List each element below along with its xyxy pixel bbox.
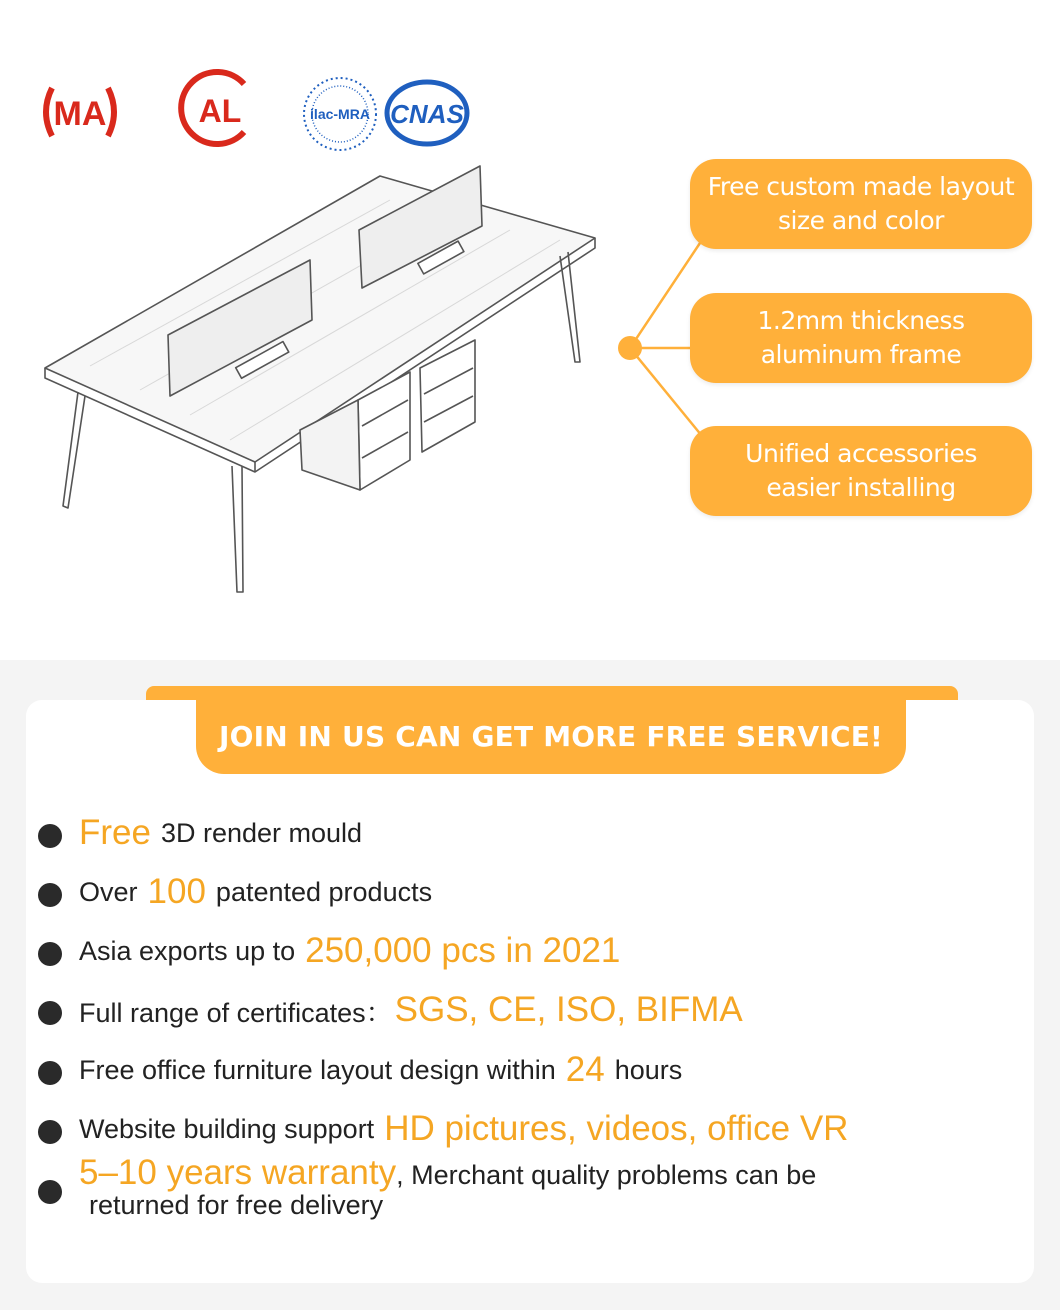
- list-item-highlight: 100: [147, 872, 206, 911]
- feature-badge-aluminum-frame: [690, 293, 1032, 383]
- list-item-highlight: HD pictures, videos, office VR: [384, 1109, 849, 1148]
- list-item: [38, 867, 1028, 917]
- list-item-highlight: SGS, CE, ISO, BIFMA: [394, 990, 743, 1029]
- list-item-highlight: 250,000 pcs in 2021: [305, 931, 621, 970]
- bullet-icon: [38, 824, 62, 848]
- list-item-text: returned for free delivery: [89, 1190, 384, 1220]
- connector-node-icon: [618, 336, 642, 360]
- bullet-icon: [38, 1001, 62, 1025]
- cal-logo-text: AL: [198, 93, 242, 129]
- feature-badge-line: Free custom made layout: [707, 172, 1015, 201]
- bullet-icon: [38, 883, 62, 907]
- certification-logos: [36, 68, 486, 158]
- office-desk-illustration: [30, 160, 620, 610]
- bullet-icon: [38, 1180, 62, 1204]
- feature-badge-line: size and color: [778, 206, 944, 235]
- cma-logo-text: MA: [53, 95, 107, 133]
- list-item: [38, 926, 1028, 976]
- feature-badge-line: aluminum frame: [760, 340, 962, 369]
- list-item: [38, 808, 1028, 858]
- list-item-text: 3D render mould: [160, 817, 363, 848]
- feature-badge-unified-accessories: [690, 426, 1032, 516]
- feature-badge-line: 1.2mm thickness: [757, 306, 965, 335]
- list-item-text: Over: [79, 876, 138, 907]
- bullet-icon: [38, 942, 62, 966]
- cnas-logo: [382, 78, 472, 148]
- list-item-highlight: Free: [79, 813, 151, 852]
- ilac-logo-text: ilac-MRA: [310, 106, 370, 122]
- list-item-highlight: 5–10 years warranty: [79, 1153, 397, 1192]
- list-item: [38, 1153, 1028, 1228]
- list-item-text: hours: [614, 1054, 683, 1085]
- feature-badge-line: easier installing: [766, 473, 956, 502]
- cma-logo: [36, 82, 124, 142]
- list-item-highlight: 24: [565, 1050, 605, 1089]
- feature-badge-custom-layout: [690, 159, 1032, 249]
- list-item-text: patented products: [215, 876, 433, 907]
- list-item-text-block: [79, 1153, 817, 1220]
- list-item: [38, 985, 1028, 1035]
- list-item-text: Free office furniture layout design within: [79, 1054, 556, 1085]
- list-item: [38, 1045, 1028, 1095]
- list-item-text: Full range of certificates：: [79, 997, 393, 1028]
- service-banner: JOIN IN US CAN GET MORE FREE SERVICE!: [196, 698, 906, 774]
- list-item-text: , Merchant quality problems can be: [396, 1160, 817, 1190]
- list-item-text: Website building support: [79, 1113, 375, 1144]
- cal-logo: [174, 68, 262, 148]
- cnas-logo-text: CNAS: [390, 99, 464, 129]
- list-item: [38, 1104, 1028, 1154]
- list-item-text: Asia exports up to: [79, 935, 296, 966]
- bullet-icon: [38, 1061, 62, 1085]
- bullet-icon: [38, 1120, 62, 1144]
- feature-badge-line: Unified accessories: [745, 439, 977, 468]
- ilac-mra-logo: [300, 74, 380, 154]
